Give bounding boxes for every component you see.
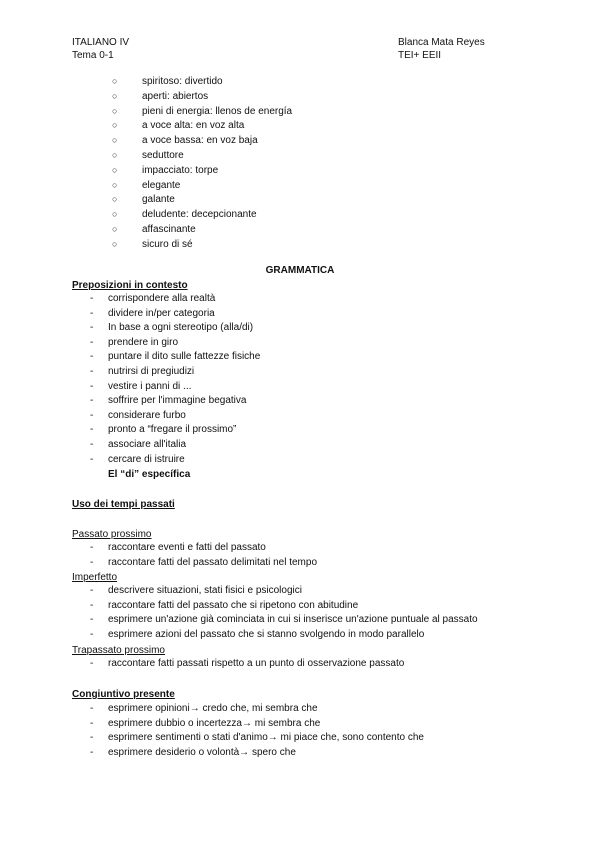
section-title: GRAMMATICA	[265, 265, 335, 276]
imperfetto-list	[90, 584, 478, 642]
circle-bullet-icon: ○	[112, 90, 118, 101]
preposizioni-list	[90, 292, 260, 467]
list-item: ○ deludente: decepcionante	[112, 209, 257, 221]
list-item: ○ seduttore	[112, 149, 184, 161]
list-item: - cercare di istruire	[90, 453, 185, 465]
list-item: - prendere in giro	[90, 336, 179, 348]
circle-bullet-icon: ○	[112, 179, 118, 190]
list-item: - raccontare fatti passati rispetto a un punto di osservazione passato	[90, 658, 405, 669]
list-item: ○ a voce alta: en voz alta	[112, 120, 245, 132]
list-item: - soffrire per l'immagine begativa	[90, 395, 247, 407]
list-item: - raccontare fatti del passato che si ripetono con abitudine	[90, 599, 359, 611]
list-item: ○ sicuro di sé	[112, 238, 193, 250]
circle-bullet-icon: ○	[112, 135, 118, 146]
vocab-list	[112, 74, 292, 252]
header-left	[72, 36, 129, 62]
list-item: - vestire i panni di ...	[90, 380, 192, 392]
list-item: - nutrirsi di pregiudizi	[90, 365, 195, 377]
list-item: - considerare furbo	[90, 409, 186, 421]
list-item: - descrivere situazioni, stati fisici e psicologici	[90, 585, 302, 596]
author-name: Blanca Mata Reyes	[398, 37, 485, 48]
list-item: - corrispondere alla realtà	[90, 293, 216, 304]
list-item: ○ pieni di energia: llenos de energía	[112, 105, 293, 117]
list-item: - esprimere azioni del passato che si stanno svolgendo in modo parallelo	[90, 628, 425, 640]
list-item: - esprimere desiderio o volontà→ spero che	[90, 746, 296, 758]
list-item: - dividere in/per categoria	[90, 307, 215, 319]
preposizioni-heading: Preposizioni in contesto	[72, 280, 188, 291]
circle-bullet-icon: ○	[112, 209, 118, 220]
list-item: ○ aperti: abiertos	[112, 90, 209, 102]
congiuntivo-list	[90, 702, 424, 760]
list-item: - raccontare fatti del passato delimitati nel tempo	[90, 556, 317, 568]
circle-bullet-icon: ○	[112, 238, 118, 249]
list-item: - esprimere dubbio o incertezza→ mi sembra che	[90, 717, 321, 729]
list-item: ○ galante	[112, 194, 175, 206]
course-name: ITALIANO IV	[72, 37, 130, 48]
list-item: - esprimere sentimenti o stati d'animo→ mi piace che, sono contento che	[90, 732, 424, 744]
list-item: - pronto a “fregare il prossimo”	[90, 424, 237, 436]
list-item: ○ elegante	[112, 179, 181, 191]
circle-bullet-icon: ○	[112, 223, 118, 234]
trapassato-prossimo-label: Trapassato prossimo	[72, 645, 165, 656]
list-item: ○ affascinante	[112, 223, 196, 235]
circle-bullet-icon: ○	[112, 105, 118, 116]
circle-bullet-icon: ○	[112, 120, 118, 131]
header-right	[398, 36, 485, 62]
passato-prossimo-list	[90, 541, 317, 570]
tempi-passati-heading: Uso dei tempi passati	[72, 499, 175, 510]
circle-bullet-icon: ○	[112, 76, 118, 86]
circle-bullet-icon: ○	[112, 149, 118, 160]
di-note: El “di” específica	[108, 469, 191, 480]
list-item: - raccontare eventi e fatti del passato	[90, 542, 266, 553]
circle-bullet-icon: ○	[112, 194, 118, 205]
list-item: - puntare il dito sulle fattezze fisiche	[90, 351, 261, 363]
imperfetto-label: Imperfetto	[72, 572, 118, 583]
congiuntivo-heading: Congiuntivo presente	[72, 689, 175, 700]
list-item: - In base a ogni stereotipo (alla/di)	[90, 322, 254, 334]
circle-bullet-icon: ○	[112, 164, 118, 175]
list-item: ○ impacciato: torpe	[112, 164, 219, 176]
topic-label: Tema 0-1	[72, 50, 114, 61]
list-item: ○ spiritoso: divertido	[112, 76, 223, 87]
group-label: TEI+ EEII	[398, 50, 442, 61]
trapassato-prossimo-list	[90, 657, 404, 672]
list-item: - associare all'italia	[90, 438, 187, 450]
list-item: - esprimere un'azione già cominciata in cui si inserisce un'azione puntuale al passato	[90, 614, 478, 626]
list-item: ○ a voce bassa: en voz baja	[112, 135, 258, 147]
passato-prossimo-label: Passato prossimo	[72, 529, 152, 540]
list-item: - esprimere opinioni→ credo che, mi sembra che	[90, 703, 318, 714]
